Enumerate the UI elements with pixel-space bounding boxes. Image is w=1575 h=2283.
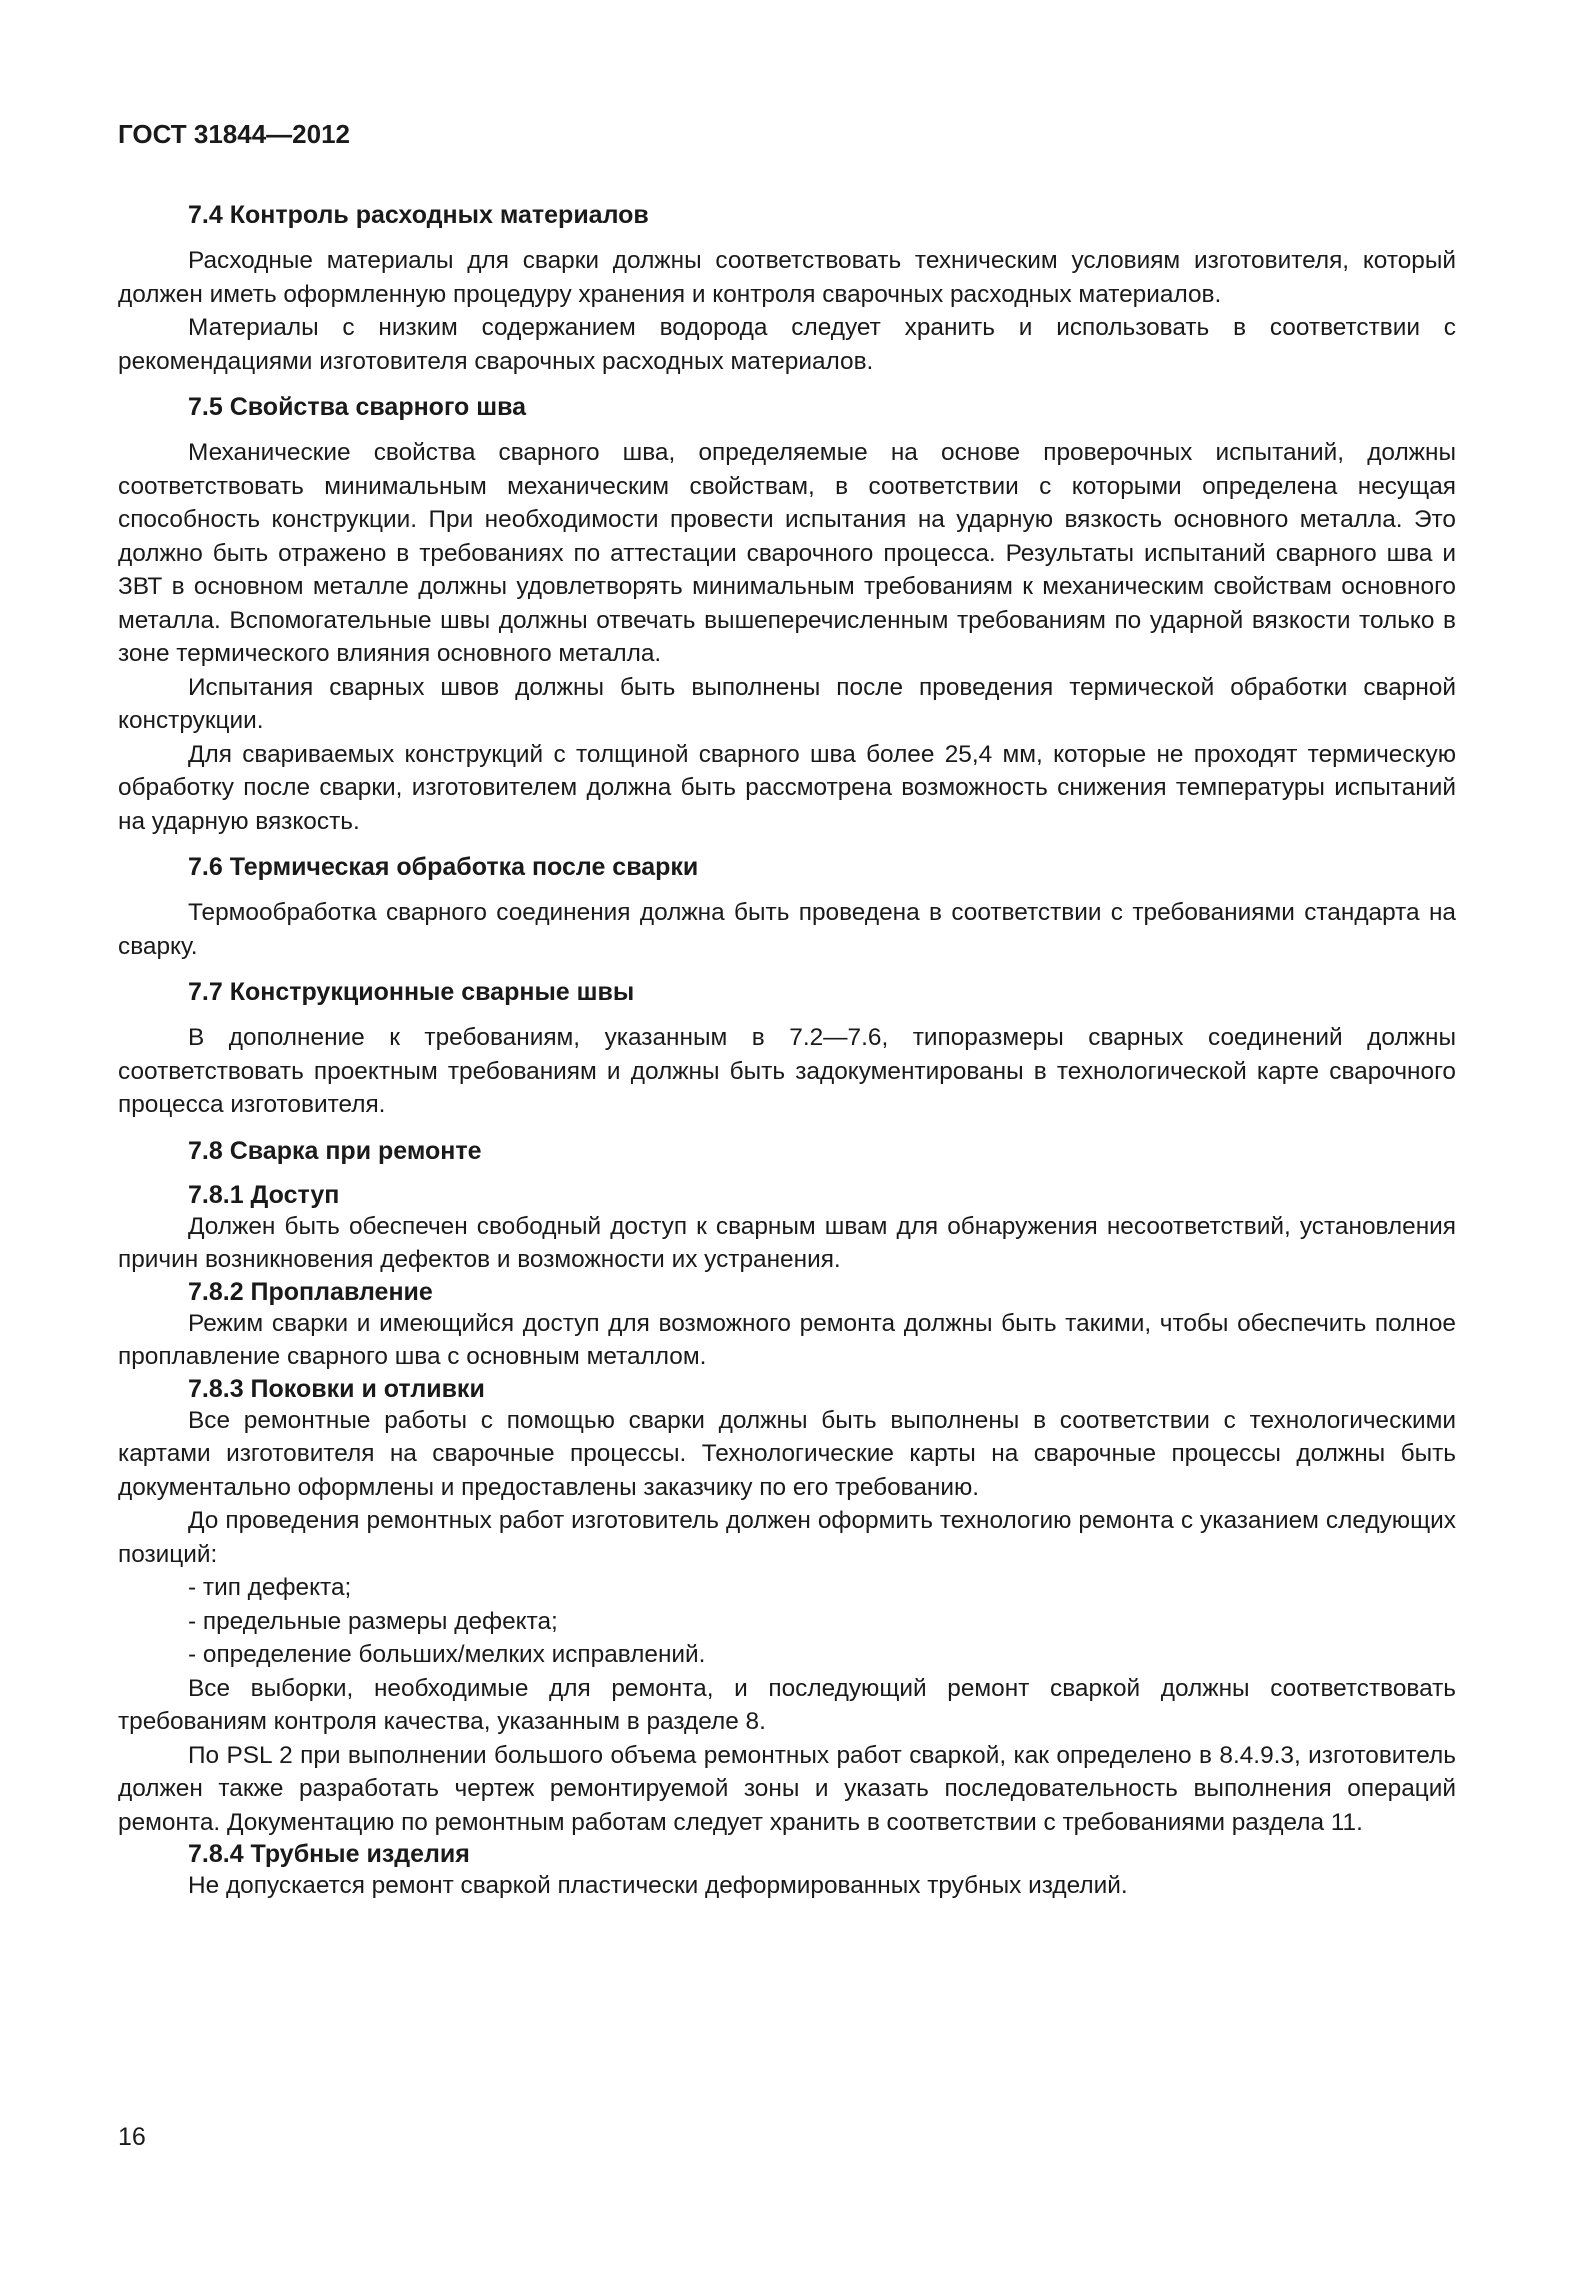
paragraph: Механические свойства сварного шва, определяемые на основе проверочных испытаний, должны соответствовать минимальным механическим свойствам, в соответствии с которыми определена несущая способность конструкции. При необходимости провести испытания на ударную вязкость основного металла. Это должно быть отражено в требованиях по аттестации сварочного процесса. Результаты испытаний сварного шва и ЗВТ в основном металле должны удовлетворять минимальным требованиям к механическим свойствам основного металла. Вспомогательные швы должны отвечать вышеперечисленным требованиям по ударной вязкости только в зоне термического влияния основного металла. [118, 439, 1456, 667]
paragraph: Все выборки, необходимые для ремонта, и последующий ремонт сваркой должны соответствовать требованиям контроля качества, указанным в разделе 8. [118, 1674, 1456, 1735]
paragraph: Должен быть обеспечен свободный доступ к сварным швам для обнаружения несоответствий, установления причин возникновения дефектов и возможности их устранения. [118, 1212, 1456, 1273]
section-heading: 7.4 Контроль расходных материалов [188, 201, 649, 229]
paragraph: Испытания сварных швов должны быть выполнены после проведения термической обработки сварной конструкции. [118, 673, 1456, 734]
paragraph: Расходные материалы для сварки должны соответствовать техническим условиям изготовителя, который должен иметь оформленную процедуру хранения и контроля сварочных расходных материалов. [118, 247, 1456, 308]
section-7-7 [118, 977, 1456, 1122]
paragraph: Термообработка сварного соединения должна быть проведена в соответствии с требованиями стандарта на сварку. [118, 899, 1456, 960]
subsection-heading: 7.8.2 Проплавление [188, 1277, 433, 1306]
document-page [118, 118, 1456, 1903]
section-7-6 [118, 852, 1456, 963]
section-7-8 [118, 1136, 1456, 1903]
paragraph: Не допускается ремонт сваркой пластически деформированных трубных изделий. [188, 1872, 1128, 1899]
subsection-heading: 7.8.4 Трубные изделия [188, 1840, 470, 1868]
document-code: ГОСТ 31844—2012 [118, 119, 350, 149]
list-item: - предельные размеры дефекта; [188, 1607, 558, 1635]
list-item: - тип дефекта; [188, 1574, 352, 1601]
section-7-5 [118, 392, 1456, 838]
page-number: 16 [118, 2123, 146, 2151]
paragraph: Режим сварки и имеющийся доступ для возможного ремонта должны быть такими, чтобы обеспечить полное проплавление сварного шва с основным металлом. [118, 1309, 1456, 1370]
paragraph: До проведения ремонтных работ изготовитель должен оформить технологию ремонта с указанием следующих позиций: [118, 1507, 1456, 1568]
section-heading: 7.5 Свойства сварного шва [188, 393, 527, 421]
paragraph: В дополнение к требованиям, указанным в 7.2—7.6, типоразмеры сварных соединений должны соответствовать проектным требованиям и должны быть задокументированы в технологической карте сварочного процесса изготовителя. [118, 1024, 1456, 1118]
paragraph: Все ремонтные работы с помощью сварки должны быть выполнены в соответствии с технологическими картами изготовителя на сварочные процессы. Технологические карты на сварочные процессы должны быть документально оформлены и предоставлены заказчику по его требованию. [118, 1406, 1456, 1501]
section-7-4 [118, 200, 1456, 378]
section-heading: 7.8 Сварка при ремонте [188, 1136, 482, 1165]
paragraph: По PSL 2 при выполнении большого объема ремонтных работ сваркой, как определено в 8.4.9.3, изготовитель должен также разработать чертеж ремонтируемой зоны и указать последовательность выполнения операций ремонта. Документацию по ремонтным работам следует хранить в соответствии с требованиями раздела 11. [118, 1741, 1456, 1836]
paragraph: Для свариваемых конструкций с толщиной сварного шва более 25,4 мм, которые не проходят термическую обработку после сварки, изготовителем должна быть рассмотрена возможность снижения температуры испытаний на ударную вязкость. [118, 740, 1456, 835]
subsection-heading: 7.8.1 Доступ [188, 1180, 340, 1209]
section-heading: 7.6 Термическая обработка после сварки [188, 853, 699, 881]
paragraph: Материалы с низким содержанием водорода следует хранить и использовать в соответствии с рекомендациями изготовителя сварочных расходных материалов. [118, 314, 1456, 375]
subsection-heading: 7.8.3 Поковки и отливки [188, 1374, 485, 1403]
list-item: - определение больших/мелких исправлений. [188, 1641, 706, 1668]
section-heading: 7.7 Конструкционные сварные швы [188, 978, 635, 1006]
